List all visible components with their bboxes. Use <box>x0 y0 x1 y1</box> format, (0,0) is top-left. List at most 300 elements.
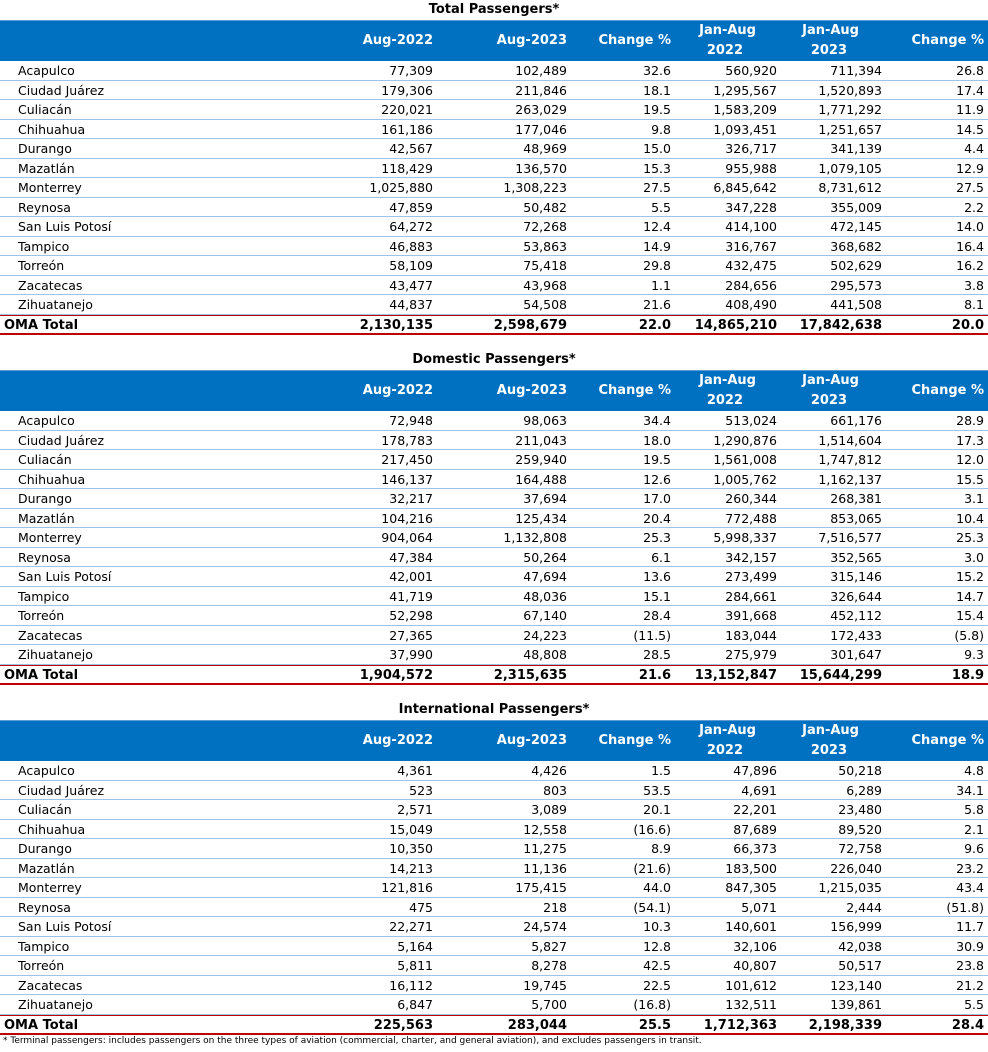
header-change-pct: Change % <box>598 383 671 398</box>
aug-2022-value: 41,719 <box>389 588 433 604</box>
aug-2022-value: 43,477 <box>389 277 433 293</box>
aug-2023-value: 72,268 <box>523 219 567 234</box>
ytd-change-pct-value: 15.5 <box>956 471 984 487</box>
aug-2023-value: 11,275 <box>523 841 567 856</box>
table-row <box>0 800 988 820</box>
aug-2022-value: 47,859 <box>389 199 433 215</box>
jan-aug-2023-value: 315,146 <box>830 569 882 584</box>
aug-2022-value: 118,429 <box>381 160 433 176</box>
jan-aug-2022-value: 847,305 <box>725 880 777 895</box>
header-jan-aug-2023-line1: Jan-Aug <box>802 23 859 38</box>
ytd-change-pct-value: 23.2 <box>956 860 984 876</box>
table-row <box>0 937 988 957</box>
change-pct-value: 14.9 <box>643 238 671 254</box>
aug-2023-value: 136,570 <box>515 160 567 176</box>
ytd-change-pct-value: 14.5 <box>956 121 984 137</box>
ytd-change-pct-value: 30.9 <box>956 938 984 954</box>
aug-2023-value: 125,434 <box>515 510 567 526</box>
total-aug-2023-value: 283,044 <box>507 1017 567 1033</box>
table-row <box>0 528 988 548</box>
ytd-change-pct-value: 4.8 <box>964 763 984 778</box>
change-pct-value: 28.4 <box>643 608 671 623</box>
ytd-change-pct-value: 12.9 <box>956 160 984 176</box>
jan-aug-2023-value: 355,009 <box>830 199 882 215</box>
change-pct-value: 19.5 <box>643 452 671 467</box>
aug-2022-value: 4,361 <box>397 763 433 778</box>
jan-aug-2022-value: 391,668 <box>725 608 777 623</box>
airport-name: Durango <box>18 841 72 856</box>
change-pct-value: 15.0 <box>643 141 671 156</box>
table-row <box>0 567 988 587</box>
jan-aug-2023-value: 1,215,035 <box>818 880 882 895</box>
aug-2022-value: 475 <box>409 899 433 915</box>
aug-2023-value: 50,264 <box>523 549 567 565</box>
oma-total-row <box>0 665 988 685</box>
table-row <box>0 898 988 918</box>
change-pct-value: 5.5 <box>651 199 671 215</box>
table-row <box>0 295 988 315</box>
change-pct-value: 27.5 <box>643 180 671 195</box>
airport-name: Zihuatanejo <box>18 297 93 312</box>
jan-aug-2022-value: 275,979 <box>725 647 777 662</box>
aug-2023-value: 75,418 <box>523 258 567 273</box>
jan-aug-2023-value: 7,516,577 <box>818 530 882 545</box>
aug-2022-value: 6,847 <box>397 997 433 1012</box>
header-aug-2023: Aug-2023 <box>496 383 567 398</box>
ytd-change-pct-value: (5.8) <box>954 627 984 643</box>
aug-2022-value: 15,049 <box>389 821 433 837</box>
airport-name: Acapulco <box>18 413 75 428</box>
airport-name: San Luis Potosí <box>18 919 112 934</box>
ytd-change-pct-value: 11.9 <box>956 102 984 117</box>
change-pct-value: (16.6) <box>633 821 671 837</box>
airport-name: Monterrey <box>18 530 82 545</box>
airport-name: Torreón <box>18 258 65 273</box>
section-title: Total Passengers* <box>428 2 560 17</box>
table-row <box>0 256 988 276</box>
ytd-change-pct-value: 9.3 <box>964 647 984 662</box>
jan-aug-2023-value: 139,861 <box>830 997 882 1012</box>
table-row <box>0 839 988 859</box>
change-pct-value: 6.1 <box>651 549 671 565</box>
total-jan-aug-2023-value: 15,644,299 <box>799 667 882 683</box>
change-pct-value: 13.6 <box>643 569 671 584</box>
table-row <box>0 450 988 470</box>
jan-aug-2022-value: 414,100 <box>725 219 777 234</box>
aug-2022-value: 10,350 <box>389 841 433 856</box>
airport-name: Acapulco <box>18 63 75 78</box>
table-row <box>0 956 988 976</box>
aug-2022-value: 1,025,880 <box>369 180 433 195</box>
aug-2023-value: 1,132,808 <box>503 530 567 545</box>
jan-aug-2022-value: 5,071 <box>741 899 777 915</box>
ytd-change-pct-value: 28.9 <box>956 413 984 428</box>
aug-2023-value: 48,969 <box>523 141 567 156</box>
change-pct-value: 29.8 <box>643 258 671 273</box>
change-pct-value: 10.3 <box>643 919 671 934</box>
aug-2023-value: 803 <box>543 782 567 798</box>
change-pct-value: 34.4 <box>643 413 671 428</box>
total-jan-aug-2022-value: 14,865,210 <box>694 317 777 333</box>
change-pct-value: 12.6 <box>643 471 671 487</box>
ytd-change-pct-value: 16.4 <box>956 238 984 254</box>
table-row <box>0 509 988 529</box>
aug-2023-value: 24,223 <box>523 627 567 643</box>
aug-2023-value: 211,043 <box>515 432 567 448</box>
airport-name: Torreón <box>18 608 65 623</box>
change-pct-value: 17.0 <box>643 491 671 506</box>
airport-name: Reynosa <box>18 549 71 565</box>
airport-name: Ciudad Juárez <box>18 82 105 98</box>
table-row <box>0 470 988 490</box>
aug-2023-value: 47,694 <box>523 569 567 584</box>
total-change-pct-value: 22.0 <box>638 317 671 333</box>
jan-aug-2022-value: 432,475 <box>725 258 777 273</box>
aug-2022-value: 904,064 <box>381 530 433 545</box>
header-jan-aug-2022-line2: 2022 <box>706 743 743 758</box>
total-aug-2022-value: 225,563 <box>373 1017 433 1033</box>
aug-2022-value: 47,384 <box>389 549 433 565</box>
table-body <box>0 761 988 1015</box>
jan-aug-2022-value: 408,490 <box>725 297 777 312</box>
jan-aug-2023-value: 1,162,137 <box>818 471 882 487</box>
jan-aug-2022-value: 326,717 <box>725 141 777 156</box>
jan-aug-2023-value: 2,444 <box>846 899 882 915</box>
aug-2022-value: 104,216 <box>381 510 433 526</box>
jan-aug-2023-value: 172,433 <box>830 627 882 643</box>
jan-aug-2023-value: 472,145 <box>830 219 882 234</box>
aug-2022-value: 58,109 <box>389 258 433 273</box>
jan-aug-2022-value: 1,005,762 <box>713 471 777 487</box>
total-aug-2022-value: 1,904,572 <box>359 667 433 683</box>
total-ytd-change-pct-value: 28.4 <box>951 1017 984 1033</box>
jan-aug-2023-value: 368,682 <box>830 238 882 254</box>
jan-aug-2022-value: 132,511 <box>725 997 777 1012</box>
table-row <box>0 139 988 159</box>
table-row <box>0 431 988 451</box>
jan-aug-2022-value: 1,295,567 <box>713 82 777 98</box>
jan-aug-2023-value: 268,381 <box>830 491 882 506</box>
total-ytd-change-pct-value: 20.0 <box>951 317 984 333</box>
jan-aug-2022-value: 5,998,337 <box>713 530 777 545</box>
jan-aug-2023-value: 1,079,105 <box>818 160 882 176</box>
aug-2023-value: 164,488 <box>515 471 567 487</box>
change-pct-value: 15.3 <box>643 160 671 176</box>
table-row <box>0 198 988 218</box>
aug-2022-value: 44,837 <box>389 297 433 312</box>
airport-name: Mazatlán <box>18 160 75 176</box>
table-row <box>0 995 988 1015</box>
ytd-change-pct-value: 4.4 <box>964 141 984 156</box>
airport-name: Monterrey <box>18 880 82 895</box>
airport-name: Chihuahua <box>18 821 86 837</box>
total-aug-2023-value: 2,315,635 <box>493 667 567 683</box>
change-pct-value: 44.0 <box>643 880 671 895</box>
section-title: International Passengers* <box>398 702 590 717</box>
airport-name: Ciudad Juárez <box>18 432 105 448</box>
oma-total-row <box>0 315 988 335</box>
aug-2022-value: 64,272 <box>389 219 433 234</box>
change-pct-value: 1.5 <box>651 763 671 778</box>
table-row <box>0 120 988 140</box>
header-jan-aug-2022-line1: Jan-Aug <box>699 373 756 388</box>
total-jan-aug-2022-value: 1,712,363 <box>703 1017 777 1033</box>
jan-aug-2022-value: 6,845,642 <box>713 180 777 195</box>
jan-aug-2023-value: 1,771,292 <box>818 102 882 117</box>
airport-name: Zihuatanejo <box>18 647 93 662</box>
aug-2023-value: 48,036 <box>523 588 567 604</box>
aug-2022-value: 42,567 <box>389 141 433 156</box>
aug-2023-value: 54,508 <box>523 297 567 312</box>
header-aug-2023: Aug-2023 <box>496 33 567 48</box>
airport-name: Ciudad Juárez <box>18 782 105 798</box>
header-jan-aug-2022-line2: 2022 <box>706 43 743 58</box>
aug-2022-value: 27,365 <box>389 627 433 643</box>
change-pct-value: 22.5 <box>643 977 671 993</box>
aug-2023-value: 211,846 <box>515 82 567 98</box>
aug-2023-value: 48,808 <box>523 647 567 662</box>
change-pct-value: 8.9 <box>651 841 671 856</box>
table-body <box>0 411 988 665</box>
aug-2022-value: 5,164 <box>397 938 433 954</box>
aug-2023-value: 102,489 <box>515 63 567 78</box>
ytd-change-pct-value: (51.8) <box>946 899 984 915</box>
jan-aug-2023-value: 341,139 <box>830 141 882 156</box>
airport-name: Chihuahua <box>18 471 86 487</box>
table-header <box>0 20 988 61</box>
table-row <box>0 917 988 937</box>
jan-aug-2023-value: 301,647 <box>830 647 882 662</box>
aug-2023-value: 263,029 <box>515 102 567 117</box>
total-ytd-change-pct-value: 18.9 <box>951 667 984 683</box>
airport-name: Mazatlán <box>18 860 75 876</box>
ytd-change-pct-value: 3.1 <box>964 491 984 506</box>
jan-aug-2023-value: 1,747,812 <box>818 452 882 467</box>
airport-name: Culiacán <box>18 102 72 117</box>
jan-aug-2022-value: 66,373 <box>733 841 777 856</box>
header-jan-aug-2022-line1: Jan-Aug <box>699 723 756 738</box>
aug-2022-value: 5,811 <box>397 958 433 973</box>
jan-aug-2023-value: 42,038 <box>838 938 882 954</box>
jan-aug-2022-value: 183,500 <box>725 860 777 876</box>
total-jan-aug-2022-value: 13,152,847 <box>694 667 777 683</box>
aug-2022-value: 16,112 <box>389 977 433 993</box>
ytd-change-pct-value: 14.7 <box>956 588 984 604</box>
change-pct-value: (21.6) <box>633 860 671 876</box>
jan-aug-2022-value: 284,661 <box>725 588 777 604</box>
header-jan-aug-2023-line1: Jan-Aug <box>802 723 859 738</box>
airport-name: Torreón <box>18 958 65 973</box>
change-pct-value: 25.3 <box>643 530 671 545</box>
aug-2023-value: 1,308,223 <box>503 180 567 195</box>
header-aug-2022: Aug-2022 <box>362 33 433 48</box>
aug-2023-value: 259,940 <box>515 452 567 467</box>
ytd-change-pct-value: 26.8 <box>956 63 984 78</box>
aug-2022-value: 72,948 <box>389 413 433 428</box>
aug-2022-value: 220,021 <box>381 102 433 117</box>
change-pct-value: 19.5 <box>643 102 671 117</box>
header-jan-aug-2023-line2: 2023 <box>810 43 847 58</box>
aug-2023-value: 3,089 <box>531 802 567 817</box>
header-jan-aug-2023-line2: 2023 <box>810 393 847 408</box>
aug-2022-value: 22,271 <box>389 919 433 934</box>
airport-name: Culiacán <box>18 802 72 817</box>
table-row <box>0 626 988 646</box>
table-row <box>0 820 988 840</box>
airport-name: Culiacán <box>18 452 72 467</box>
table-row <box>0 489 988 509</box>
ytd-change-pct-value: 10.4 <box>956 510 984 526</box>
airport-name: Reynosa <box>18 199 71 215</box>
airport-name: San Luis Potosí <box>18 219 112 234</box>
jan-aug-2022-value: 260,344 <box>725 491 777 506</box>
aug-2022-value: 52,298 <box>389 608 433 623</box>
ytd-change-pct-value: 43.4 <box>956 880 984 895</box>
jan-aug-2022-value: 1,561,008 <box>713 452 777 467</box>
jan-aug-2022-value: 32,106 <box>733 938 777 954</box>
aug-2022-value: 121,816 <box>381 880 433 895</box>
ytd-change-pct-value: 9.6 <box>964 841 984 856</box>
ytd-change-pct-value: 21.2 <box>956 977 984 993</box>
header-jan-aug-2022-line2: 2022 <box>706 393 743 408</box>
ytd-change-pct-value: 23.8 <box>956 958 984 973</box>
ytd-change-pct-value: 8.1 <box>964 297 984 312</box>
ytd-change-pct-value: 27.5 <box>956 180 984 195</box>
change-pct-value: 1.1 <box>651 277 671 293</box>
airport-name: Chihuahua <box>18 121 86 137</box>
jan-aug-2022-value: 101,612 <box>725 977 777 993</box>
change-pct-value: 28.5 <box>643 647 671 662</box>
header-ytd-change-pct: Change % <box>911 733 984 748</box>
header-jan-aug-2023-line1: Jan-Aug <box>802 373 859 388</box>
jan-aug-2023-value: 89,520 <box>838 821 882 837</box>
airport-name: Tampico <box>18 588 70 604</box>
change-pct-value: (16.8) <box>633 997 671 1012</box>
table-row <box>0 178 988 198</box>
table-row <box>0 100 988 120</box>
aug-2022-value: 42,001 <box>389 569 433 584</box>
jan-aug-2022-value: 22,201 <box>733 802 777 817</box>
jan-aug-2023-value: 853,065 <box>830 510 882 526</box>
ytd-change-pct-value: 15.2 <box>956 569 984 584</box>
table-row <box>0 976 988 996</box>
jan-aug-2022-value: 513,024 <box>725 413 777 428</box>
jan-aug-2023-value: 326,644 <box>830 588 882 604</box>
ytd-change-pct-value: 15.4 <box>956 608 984 623</box>
table-row <box>0 548 988 568</box>
change-pct-value: 18.1 <box>643 82 671 98</box>
change-pct-value: 42.5 <box>643 958 671 973</box>
jan-aug-2023-value: 352,565 <box>830 549 882 565</box>
change-pct-value: 12.4 <box>643 219 671 234</box>
table-row <box>0 761 988 781</box>
aug-2022-value: 37,990 <box>389 647 433 662</box>
ytd-change-pct-value: 5.8 <box>964 802 984 817</box>
jan-aug-2022-value: 1,093,451 <box>713 121 777 137</box>
jan-aug-2022-value: 1,290,876 <box>713 432 777 448</box>
jan-aug-2023-value: 156,999 <box>830 919 882 934</box>
jan-aug-2022-value: 316,767 <box>725 238 777 254</box>
jan-aug-2023-value: 50,517 <box>838 958 882 973</box>
total-change-pct-value: 25.5 <box>638 1017 671 1033</box>
aug-2023-value: 37,694 <box>523 491 567 506</box>
aug-2023-value: 5,700 <box>531 997 567 1012</box>
jan-aug-2023-value: 661,176 <box>830 413 882 428</box>
change-pct-value: 20.4 <box>643 510 671 526</box>
table-body <box>0 61 988 315</box>
jan-aug-2023-value: 6,289 <box>846 782 882 798</box>
footnote: * Terminal passengers: includes passengers on the three types of aviation (commercial, charter, and general aviation), and excludes passengers in transit. <box>3 1036 702 1046</box>
jan-aug-2023-value: 1,514,604 <box>818 432 882 448</box>
airport-name: Acapulco <box>18 763 75 778</box>
table-header <box>0 720 988 761</box>
jan-aug-2023-value: 72,758 <box>838 841 882 856</box>
jan-aug-2023-value: 50,218 <box>838 763 882 778</box>
ytd-change-pct-value: 17.4 <box>956 82 984 98</box>
table-row <box>0 645 988 665</box>
table-row <box>0 411 988 431</box>
table-row <box>0 237 988 257</box>
aug-2022-value: 178,783 <box>381 432 433 448</box>
total-label: OMA Total <box>4 1017 79 1033</box>
aug-2023-value: 19,745 <box>523 977 567 993</box>
airport-name: Zacatecas <box>18 627 83 643</box>
jan-aug-2023-value: 502,629 <box>830 258 882 273</box>
table-header <box>0 370 988 411</box>
jan-aug-2022-value: 273,499 <box>725 569 777 584</box>
jan-aug-2022-value: 47,896 <box>733 763 777 778</box>
aug-2022-value: 217,450 <box>381 452 433 467</box>
table-row <box>0 587 988 607</box>
ytd-change-pct-value: 2.1 <box>964 821 984 837</box>
aug-2022-value: 523 <box>409 782 433 798</box>
ytd-change-pct-value: 3.0 <box>964 549 984 565</box>
airport-name: Zihuatanejo <box>18 997 93 1012</box>
aug-2023-value: 8,278 <box>531 958 567 973</box>
ytd-change-pct-value: 5.5 <box>964 997 984 1012</box>
airport-name: Mazatlán <box>18 510 75 526</box>
change-pct-value: 12.8 <box>643 938 671 954</box>
change-pct-value: 20.1 <box>643 802 671 817</box>
total-label: OMA Total <box>4 317 79 333</box>
aug-2022-value: 77,309 <box>389 63 433 78</box>
change-pct-value: 21.6 <box>643 297 671 312</box>
jan-aug-2023-value: 711,394 <box>830 63 882 78</box>
total-aug-2022-value: 2,130,135 <box>359 317 433 333</box>
total-aug-2023-value: 2,598,679 <box>493 317 567 333</box>
ytd-change-pct-value: 17.3 <box>956 432 984 448</box>
change-pct-value: 18.0 <box>643 432 671 448</box>
change-pct-value: (11.5) <box>633 627 671 643</box>
aug-2022-value: 14,213 <box>389 860 433 876</box>
change-pct-value: (54.1) <box>633 899 671 915</box>
aug-2022-value: 46,883 <box>389 238 433 254</box>
table-row <box>0 878 988 898</box>
header-ytd-change-pct: Change % <box>911 383 984 398</box>
table-row <box>0 859 988 879</box>
airport-name: Zacatecas <box>18 277 83 293</box>
ytd-change-pct-value: 25.3 <box>956 530 984 545</box>
table-row <box>0 61 988 81</box>
total-change-pct-value: 21.6 <box>638 667 671 683</box>
header-ytd-change-pct: Change % <box>911 33 984 48</box>
change-pct-value: 53.5 <box>643 782 671 798</box>
domestic-passengers-section <box>0 350 988 685</box>
oma-total-row <box>0 1015 988 1035</box>
jan-aug-2023-value: 441,508 <box>830 297 882 312</box>
total-passengers-section <box>0 0 988 335</box>
header-jan-aug-2022-line1: Jan-Aug <box>699 23 756 38</box>
